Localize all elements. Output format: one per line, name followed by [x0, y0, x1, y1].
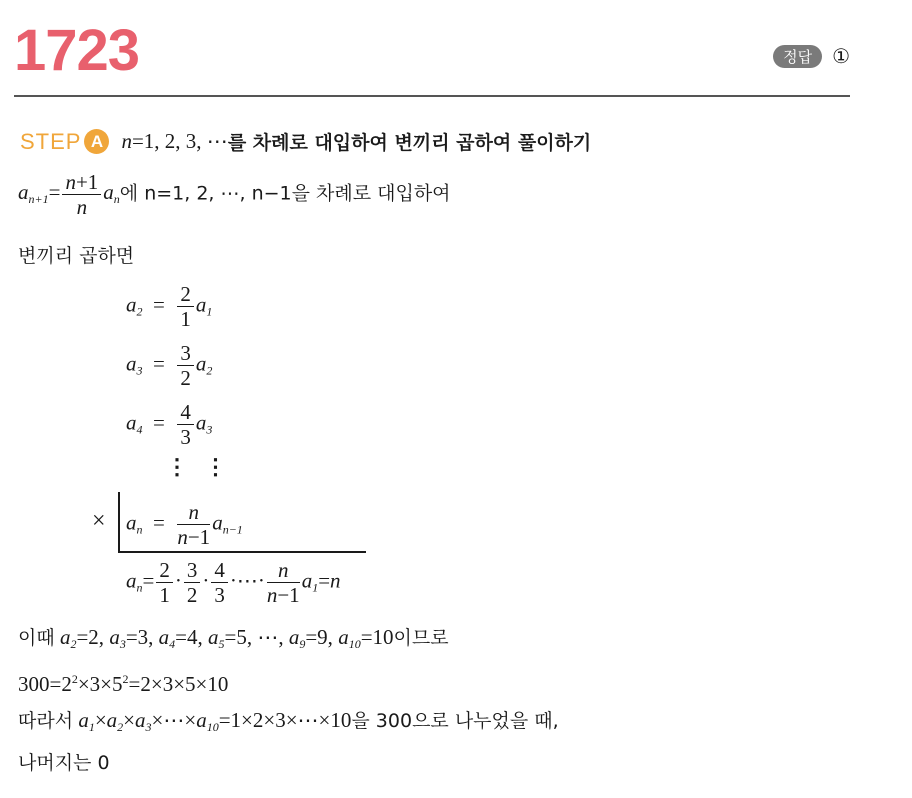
factorization-line: $300=2^2\times 3\times 5^2=2\times 3\times 5\times 10$ [18, 672, 229, 696]
multiply-text: 변끼리 곱하면 [18, 245, 135, 267]
answer-value: ① [832, 44, 850, 68]
values-end: 이므로 [393, 627, 449, 649]
step-math: n=1, 2, 3, ⋯ [121, 129, 228, 153]
remainder-line: 나머지는 0 [18, 752, 110, 774]
equation-a3: $a_3$ = $\frac{3}{2}$ $a_2$ [126, 341, 213, 391]
header-divider [14, 95, 850, 97]
answer-label: 정답 [773, 45, 822, 68]
recurrence-line [18, 170, 451, 219]
product-line: 따라서 $a_1\times a_2\times a_3\times\cdots\times a_{10}=1\times 2\times 3\times\cdots\times 10$을 300으로 나누었을 때, [18, 708, 559, 734]
values-intro: 이때 [18, 627, 55, 649]
step-word: STEP [20, 128, 82, 154]
vertical-ellipsis: ⋮ ⋮ [166, 454, 227, 479]
equation-a2: $a_2$ = $\frac{2}{1}$ $a_1$ [126, 282, 213, 332]
step-title: 를 차례로 대입하여 변끼리 곱하여 풀이하기 [227, 132, 592, 154]
recurrence-formula: $a_{n+1}=$ $\frac{n+1}{n}$ $a_n$ [18, 170, 120, 220]
step-letter-badge: A [84, 129, 109, 154]
recurrence-text: 에 n=1, 2, ⋯, n−1을 차례로 대입하여 [119, 182, 451, 205]
multiply-sign: × [92, 508, 106, 534]
values-line: 이때 $a_2=2$, $a_3=3$, $a_4=4$, $a_5=5$, ⋯, $a_9=9$, $a_{10}=10$이므로 [18, 625, 449, 651]
problem-number: 1723 [14, 18, 140, 83]
equation-an: $a_n$ = $\frac{n}{n-1}$ $a_{n-1}$ [126, 500, 243, 550]
multiply-bracket-vertical [118, 492, 120, 552]
answer-area [773, 44, 850, 68]
product-intro: 따라서 [18, 710, 74, 732]
product-text: 을 300으로 나누었을 때, [351, 710, 559, 732]
product-result: $a_n=$ $\frac{2}{1}$ · $\frac{3}{2}$ · $\frac{4}{3}$ ·⋯· $\frac{n}{n-1}$ $a_1=n$ [126, 558, 341, 608]
equation-a4: $a_4$ = $\frac{4}{3}$ $a_3$ [126, 400, 213, 450]
step-heading [20, 128, 591, 155]
sum-rule-line [118, 551, 366, 553]
